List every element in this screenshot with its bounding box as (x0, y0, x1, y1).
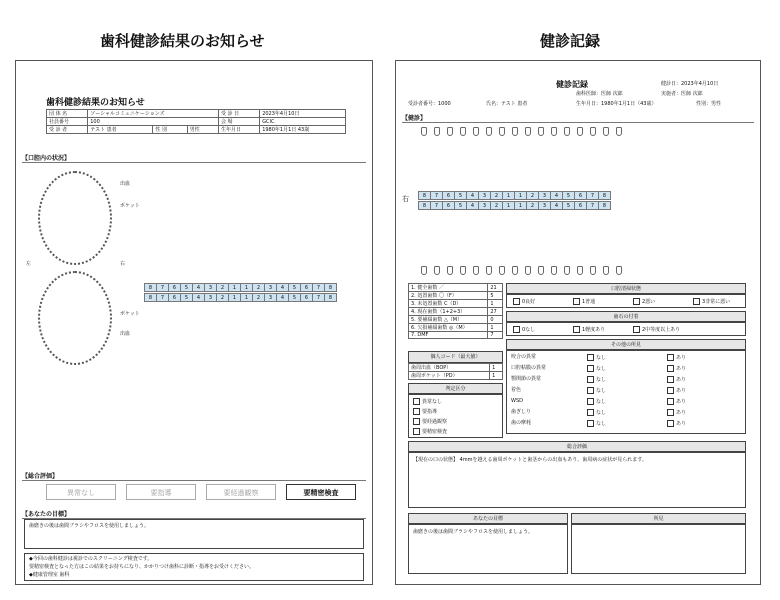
finding-none (587, 376, 606, 384)
option-label: 要指導 (422, 409, 438, 415)
goal-text-right: 歯磨きの後は歯間ブラシやフロスを使用しましょう。 (413, 529, 534, 535)
tooth-number-cell: 5 (180, 293, 193, 302)
checkbox[interactable] (413, 428, 420, 435)
tooth-number-cell: 2 (490, 191, 503, 200)
tooth-icon (538, 127, 544, 136)
option-item (693, 298, 730, 306)
tooth-number-cell: 4 (276, 283, 289, 292)
yes-label: あり (676, 388, 687, 394)
tooth-number-cell: 4 (192, 283, 205, 292)
code-table (408, 363, 503, 380)
count-value: 1 (488, 300, 503, 308)
option-item (413, 418, 447, 426)
tooth-icon (590, 266, 596, 275)
finding-none (587, 365, 606, 373)
checkbox[interactable] (513, 298, 520, 305)
option-label: 0なし (522, 327, 536, 333)
tooth-number-cell: 4 (466, 191, 479, 200)
option-label: 要精密検査 (422, 429, 448, 435)
tooth-number-row-upper (144, 283, 336, 292)
tooth-number-cell: 8 (598, 201, 611, 210)
tooth-icon (564, 266, 570, 275)
finding-none (587, 398, 606, 406)
tooth-icon (616, 127, 622, 136)
finding-label: 着色 (511, 387, 522, 393)
option-item (573, 326, 605, 334)
finding-yes (667, 387, 686, 395)
tooth-number-cell: 5 (562, 191, 575, 200)
count-label: 6. 欠損補綴歯数 ◎（M） (409, 324, 488, 332)
eval-text: 【現在の口の状態】 4mmを越える歯周ポケットと歯茎からの出血もあり、歯周病の症状が見られます。 (413, 457, 647, 463)
tooth-number-cell: 4 (550, 201, 563, 210)
tooth-icon (460, 266, 466, 275)
option-label: 要経過観察 (422, 419, 448, 425)
count-value: 21 (488, 284, 503, 292)
upper-arch-diagram (38, 171, 112, 265)
tooth-number-cell: 1 (502, 201, 515, 210)
tooth-number-cell: 3 (264, 283, 277, 292)
tooth-number-cell: 2 (216, 293, 229, 302)
tooth-number-cell: 3 (478, 201, 491, 210)
tooth-icon (603, 266, 609, 275)
finding-label: 口腔粘膜の異常 (511, 365, 547, 371)
tooth-number-cell: 7 (156, 293, 169, 302)
finding-none (587, 420, 606, 428)
finding-yes (667, 409, 686, 417)
checkbox[interactable] (573, 298, 580, 305)
tooth-number-cell: 7 (312, 283, 325, 292)
none-label: なし (596, 366, 607, 372)
none-label: なし (596, 399, 607, 405)
tooth-icon (525, 266, 531, 275)
option-item (413, 408, 437, 416)
eval-normal: 異常なし (46, 484, 116, 500)
bleeding-label-lower: 出血 (120, 331, 131, 337)
eval-detailed-exam: 要精密検査 (286, 484, 356, 500)
tooth-icon (551, 127, 557, 136)
count-label: 2. 処置歯数 〇（F） (409, 292, 488, 300)
tooth-number-cell: 2 (252, 283, 265, 292)
record-doctor: 歯科医師：医師 次郎 (576, 91, 623, 97)
footer-line-3: ◆健康管理室 歯科 (29, 572, 70, 578)
tooth-number-cell: 3 (204, 293, 217, 302)
tooth-number-cell: 3 (204, 283, 217, 292)
footer-line-1: ◆今回の歯科健診は視診でのスクリーニング検査です。 (29, 556, 153, 562)
tooth-icon (473, 127, 479, 136)
tooth-number-cell: 1 (228, 293, 241, 302)
tooth-number-cell: 8 (598, 191, 611, 200)
count-label: 4. 現在歯数（1+2+3） (409, 308, 488, 316)
checkbox (587, 420, 594, 427)
tooth-number-cell: 6 (168, 293, 181, 302)
other-findings-list (506, 350, 746, 434)
option-item (633, 298, 655, 306)
yes-label: あり (676, 366, 687, 372)
finding-yes (667, 420, 686, 428)
right-caption: 健診記録 (540, 32, 601, 50)
footer-notes (24, 553, 364, 581)
tooth-number-cell: 1 (514, 201, 527, 210)
finding-label: 顎関節の異常 (511, 376, 542, 382)
finding-yes (667, 376, 686, 384)
goal-box-right (408, 524, 568, 574)
notice-title: 歯科健診結果のお知らせ (46, 98, 145, 108)
yes-label: あり (676, 410, 687, 416)
eval-guidance: 要指導 (126, 484, 196, 500)
count-value: 0 (488, 316, 503, 324)
checkbox (667, 387, 674, 394)
tooth-icon (577, 127, 583, 136)
checkbox (667, 398, 674, 405)
checkbox (587, 376, 594, 383)
tooth-number-cell: 6 (574, 191, 587, 200)
record-sex: 性別：男性 (696, 101, 722, 107)
tooth-icon (434, 127, 440, 136)
code-label: 歯周ポケット（PD） (409, 372, 490, 380)
tooth-number-cell: 3 (478, 191, 491, 200)
bleeding-label: 出血 (120, 181, 131, 187)
finding-none (587, 354, 606, 362)
checkbox (667, 376, 674, 383)
tooth-icon (460, 127, 466, 136)
left-side-label: 左 (26, 261, 32, 267)
checkbox[interactable] (413, 418, 420, 425)
finding-label: WSD (511, 398, 523, 404)
option-label: 1普通 (582, 299, 596, 305)
record-section-title: 【健診】 (402, 113, 754, 123)
checkbox (587, 365, 594, 372)
count-value: 27 (488, 308, 503, 316)
counts-table (408, 283, 503, 339)
tooth-number-cell: 6 (574, 201, 587, 210)
record-tooth-row-upper (418, 191, 610, 200)
checkbox[interactable] (413, 398, 420, 405)
record-side-right: 右 (402, 195, 409, 203)
tooth-number-cell: 8 (324, 293, 337, 302)
tooth-number-cell: 8 (324, 283, 337, 292)
tartar-header: 歯石の付着 (506, 311, 746, 322)
option-item (513, 298, 535, 306)
goal-section-title: 【あなたの目標】 (22, 509, 366, 519)
checkbox[interactable] (633, 326, 640, 333)
tooth-icon (473, 266, 479, 275)
checkbox (667, 409, 674, 416)
patient-info-table: 団 体 名 ソーシャルコミュニケーションズ 受 診 日 2023年4月10日 社員番号 100 会 場 GCIC 受 診 者 テスト 患者 性 別 男性 生年月日 1980年1月1日 43歳 (46, 109, 346, 134)
count-label: 1. 健全歯数 ／ (409, 284, 488, 292)
tooth-icon (577, 266, 583, 275)
tooth-number-cell: 1 (228, 283, 241, 292)
tooth-number-cell: 2 (526, 191, 539, 200)
right-side-label: 右 (120, 261, 126, 267)
tooth-number-cell: 8 (144, 293, 157, 302)
tooth-number-cell: 5 (288, 293, 301, 302)
none-label: なし (596, 410, 607, 416)
tooth-number-cell: 5 (454, 191, 467, 200)
record-date: 健診日：2023年4月10日 (661, 81, 719, 87)
finding-yes (667, 365, 686, 373)
tooth-number-cell: 3 (264, 293, 277, 302)
count-label: 3. 未処置歯数 C（D） (409, 300, 488, 308)
yes-label: あり (676, 399, 687, 405)
tooth-number-cell: 7 (430, 191, 443, 200)
tooth-number-cell: 8 (418, 191, 431, 200)
tooth-icon (486, 127, 492, 136)
tooth-number-cell: 4 (550, 191, 563, 200)
record-name: 氏名：テスト 患者 (486, 101, 528, 107)
option-label: 2中等度以上あり (642, 327, 681, 333)
option-item (633, 326, 680, 334)
left-caption: 歯科健診結果のお知らせ (100, 32, 265, 50)
tooth-number-cell: 1 (240, 283, 253, 292)
code-value: 1 (490, 372, 503, 380)
tooth-icon (512, 127, 518, 136)
tooth-number-cell: 2 (216, 283, 229, 292)
tooth-number-cell: 8 (144, 283, 157, 292)
oral-section-title: 【口腔内の状況】 (22, 153, 366, 163)
tooth-icon (421, 266, 427, 275)
option-item (573, 298, 595, 306)
tooth-icon (564, 127, 570, 136)
eval-header: 総合評価 (408, 441, 746, 452)
tooth-number-cell: 7 (156, 283, 169, 292)
finding-none (587, 409, 606, 417)
checkbox (587, 398, 594, 405)
tooth-icon (447, 127, 453, 136)
tooth-number-cell: 3 (538, 191, 551, 200)
option-label: 0良好 (522, 299, 536, 305)
individual-code-header: 個人コード（最大値） (408, 351, 503, 363)
tooth-icon (499, 127, 505, 136)
goal-box (24, 519, 364, 549)
hygiene-header: 口腔清掃状態 (506, 283, 746, 294)
checkbox[interactable] (573, 326, 580, 333)
tooth-number-cell: 2 (526, 201, 539, 210)
checkbox[interactable] (513, 326, 520, 333)
code-label: 歯周出血（BOP） (409, 364, 490, 372)
option-item (413, 398, 442, 406)
tooth-icon (616, 266, 622, 275)
tooth-number-cell: 7 (312, 293, 325, 302)
tooth-number-cell: 6 (300, 283, 313, 292)
tooth-number-cell: 6 (300, 293, 313, 302)
other-findings-header: その他の所見 (506, 339, 746, 350)
pocket-label: ポケット (120, 203, 140, 209)
checkbox (667, 365, 674, 372)
tooth-number-cell: 4 (466, 201, 479, 210)
finding-none (587, 387, 606, 395)
tooth-number-row-lower (144, 293, 336, 302)
yes-label: あり (676, 421, 687, 427)
tooth-icon (590, 127, 596, 136)
hygiene-options (506, 294, 746, 308)
tooth-icon (525, 127, 531, 136)
tooth-icon (538, 266, 544, 275)
finding-label: 歯の摩耗 (511, 420, 532, 426)
footer-line-2: 要精密検査となった方はこの結果をお持ちになり、かかりつけ歯科に診断・指導をお受けください。 (29, 564, 255, 570)
tooth-icon (603, 127, 609, 136)
remarks-box (571, 524, 746, 574)
checkbox[interactable] (693, 298, 700, 305)
yes-label: あり (676, 355, 687, 361)
eval-observation: 要経過観察 (206, 484, 276, 500)
eval-box (408, 452, 746, 508)
option-label: 2悪い (642, 299, 656, 305)
checkbox (587, 387, 594, 394)
record-birth: 生年月日：1980年1月1日（43歳） (576, 101, 657, 107)
option-label: 異常なし (422, 399, 443, 405)
tooth-number-cell: 7 (586, 191, 599, 200)
tooth-number-cell: 7 (586, 201, 599, 210)
tooth-number-cell: 6 (442, 201, 455, 210)
tooth-number-cell: 4 (192, 293, 205, 302)
finding-yes (667, 354, 686, 362)
count-value: 7 (488, 332, 503, 339)
none-label: なし (596, 388, 607, 394)
count-label: 7. DMF (409, 332, 488, 339)
finding-label: 咬合の異常 (511, 354, 537, 360)
record-patient-no: 受診者番号：1000 (408, 101, 451, 107)
option-label: 3非常に悪い (702, 299, 731, 305)
option-label: 1軽度あり (582, 327, 606, 333)
tooth-number-cell: 1 (240, 293, 253, 302)
finding-yes (667, 398, 686, 406)
tooth-icon (486, 266, 492, 275)
tooth-number-cell: 1 (514, 191, 527, 200)
yes-label: あり (676, 377, 687, 383)
none-label: なし (596, 377, 607, 383)
tooth-number-cell: 5 (288, 283, 301, 292)
tartar-options (506, 322, 746, 336)
tooth-number-cell: 3 (538, 201, 551, 210)
checkbox (667, 354, 674, 361)
judgement-header: 判定区分 (408, 383, 503, 394)
checkbox (587, 354, 594, 361)
tooth-number-cell: 6 (168, 283, 181, 292)
tooth-icon (421, 127, 427, 136)
tooth-number-cell: 1 (502, 191, 515, 200)
count-label: 5. 要補綴歯数 △（M） (409, 316, 488, 324)
tooth-number-cell: 5 (562, 201, 575, 210)
tooth-number-cell: 4 (276, 293, 289, 302)
option-item (413, 428, 447, 436)
judgement-options (408, 394, 503, 438)
option-item (513, 326, 535, 334)
record-examiner: 実施者：医師 次郎 (661, 91, 703, 97)
remarks-header: 所見 (571, 513, 746, 524)
lower-arch-diagram (38, 271, 112, 365)
checkbox (587, 409, 594, 416)
goal-text: 歯磨きの後は歯間ブラシやフロスを使用しましょう。 (29, 523, 150, 529)
none-label: なし (596, 355, 607, 361)
checkbox[interactable] (633, 298, 640, 305)
checkbox (667, 420, 674, 427)
tooth-number-cell: 5 (180, 283, 193, 292)
tooth-number-cell: 2 (252, 293, 265, 302)
record-tooth-row-lower (418, 201, 610, 210)
code-value: 1 (490, 364, 503, 372)
tooth-number-cell: 8 (418, 201, 431, 210)
none-label: なし (596, 421, 607, 427)
goal-header: あなたの目標 (408, 513, 568, 524)
tooth-number-cell: 6 (442, 191, 455, 200)
tooth-icon (551, 266, 557, 275)
exam-record-page (395, 60, 761, 585)
tooth-number-cell: 5 (454, 201, 467, 210)
eval-section-title: 【総合評価】 (22, 471, 366, 481)
tooth-icon (447, 266, 453, 275)
tooth-icon (499, 266, 505, 275)
tooth-icon (512, 266, 518, 275)
result-notice-page (15, 60, 373, 585)
pocket-label-lower: ポケット (120, 311, 140, 317)
finding-label: 歯ぎしり (511, 409, 532, 415)
count-value: 1 (488, 324, 503, 332)
tooth-icon (434, 266, 440, 275)
tooth-number-cell: 2 (490, 201, 503, 210)
checkbox[interactable] (413, 408, 420, 415)
count-value: 5 (488, 292, 503, 300)
record-title: 健診記録 (556, 80, 588, 89)
tooth-number-cell: 7 (430, 201, 443, 210)
